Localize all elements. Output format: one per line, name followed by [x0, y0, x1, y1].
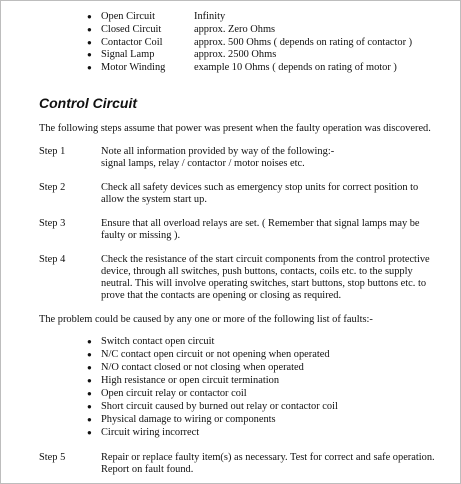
resistance-value: Infinity [194, 11, 226, 22]
resistance-value: approx. 500 Ohms ( depends on rating of contactor ) [194, 37, 413, 48]
bullet-icon: ● [87, 38, 92, 47]
resistance-item: Closed Circuit [101, 24, 162, 35]
step-text-line: prove that the contacts are opening or closing as required. [101, 290, 342, 301]
step-text-line: Report on fault found. [101, 464, 194, 475]
fault-item: Switch contact open circuit [101, 336, 215, 347]
step-text-line: Check the resistance of the start circuit components from the control protective [101, 254, 430, 265]
step-text-line: signal lamps, relay / contactor / motor noises etc. [101, 158, 305, 169]
fault-item: Circuit wiring incorrect [101, 427, 200, 438]
fault-item: N/C contact open circuit or not opening when operated [101, 349, 330, 360]
step-text-line: allow the system start up. [101, 194, 207, 205]
resistance-value: approx. Zero Ohms [194, 24, 276, 35]
resistance-item: Contactor Coil [101, 37, 163, 48]
fault-item: N/O contact closed or not closing when operated [101, 362, 304, 373]
step-label: Step 1 [39, 146, 66, 157]
step-label: Step 5 [39, 452, 66, 463]
step-text-line: Check all safety devices such as emergency stop units for correct position to [101, 182, 419, 193]
bullet-icon: ● [87, 12, 92, 21]
bullet-icon: ● [87, 63, 92, 72]
step-label: Step 3 [39, 218, 66, 229]
bullet-icon: ● [87, 363, 92, 372]
fault-item: High resistance or open circuit termination [101, 375, 280, 386]
bullet-icon: ● [87, 337, 92, 346]
fault-item: Physical damage to wiring or components [101, 414, 276, 425]
bullet-icon: ● [87, 376, 92, 385]
resistance-item: Open Circuit [101, 11, 155, 22]
bullet-icon: ● [87, 25, 92, 34]
resistance-item: Signal Lamp [101, 49, 155, 60]
resistance-value: approx. 2500 Ohms [194, 49, 277, 60]
bullet-icon: ● [87, 50, 92, 59]
faults-intro: The problem could be caused by any one or more of the following list of faults:- [39, 314, 373, 325]
step-text-line: device, through all switches, push buttons, contacts, coils etc. to the supply [101, 266, 413, 277]
bullet-icon: ● [87, 350, 92, 359]
step-text-line: Ensure that all overload relays are set. ( Remember that signal lamps may be [101, 218, 420, 229]
resistance-item: Motor Winding [101, 62, 166, 73]
step-label: Step 4 [39, 254, 66, 265]
fault-item: Open circuit relay or contactor coil [101, 388, 247, 399]
resistance-value: example 10 Ohms ( depends on rating of motor ) [194, 62, 397, 73]
step-text-line: faulty or missing ). [101, 230, 181, 241]
step-text-line: Repair or replace faulty item(s) as necessary. Test for correct and safe operation. [101, 452, 435, 463]
bullet-icon: ● [87, 389, 92, 398]
step-text-line: Note all information provided by way of the following:- [101, 146, 335, 157]
bullet-icon: ● [87, 415, 92, 424]
bullet-icon: ● [87, 428, 92, 437]
step-label: Step 2 [39, 182, 66, 193]
section-heading: Control Circuit [39, 95, 137, 111]
intro-paragraph: The following steps assume that power was present when the faulty operation was discovered. [39, 123, 431, 134]
bullet-icon: ● [87, 402, 92, 411]
step-text-line: neutral. This will involve operating switches, start buttons, stop buttons etc. to [101, 278, 427, 289]
fault-item: Short circuit caused by burned out relay or contactor coil [101, 401, 338, 412]
